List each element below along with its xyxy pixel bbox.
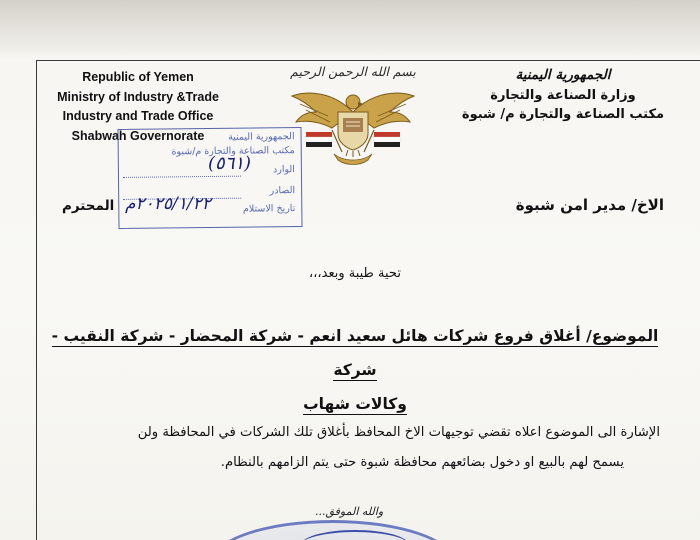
subject-block [50, 319, 660, 421]
frame-left-rule [36, 60, 37, 540]
subject-line-2: وكالات شهاب [303, 395, 407, 413]
stamp-outgoing-label: الصادر [269, 185, 296, 197]
scan-top-strip [0, 0, 700, 58]
addressee: الاخ/ مدير امن شبوة [515, 196, 664, 214]
en-ministry: Ministry of Industry &Trade [57, 89, 219, 104]
respected-label: المحترم [62, 198, 115, 214]
handwritten-reference-number: (٥٦١) [208, 153, 252, 174]
body-line-2: يسمح لهم بالبيع او دخول بضائعهم محافظة شبوة حتى يتم الزامهم بالنظام. [220, 455, 624, 470]
body-line-1: الإشارة الى الموضوع اعلاه تقضي توجيهات الاخ المحافظ بأغلاق تلك الشركات في المحافظة ولن [137, 425, 660, 440]
ar-ministry: وزارة الصناعة والتجارة [490, 87, 636, 103]
stamp-incoming-label: الوارد [272, 164, 295, 176]
stamp-line-1: الجمهورية اليمنية [228, 131, 295, 143]
arabic-letterhead [448, 66, 678, 125]
closing-phrase: والله الموفق... [315, 505, 384, 518]
frame-top-rule [36, 60, 700, 61]
body-paragraph [50, 418, 660, 478]
en-office: Industry and Trade Office [62, 109, 214, 123]
stamp-received-date-label: تاريخ الاستلام [242, 203, 296, 215]
ar-office: مكتب الصناعة والتجارة م/ شبوة [461, 107, 665, 122]
basmala-text: بسم الله الرحمن الرحيم [290, 64, 416, 79]
ar-country: الجمهورية اليمنية [515, 67, 611, 83]
en-governorate: Shabwah Governorate [71, 128, 205, 143]
yemen-eagle-emblem-icon [288, 82, 418, 170]
en-country: Republic of Yemen [82, 70, 194, 84]
subject-line-1: الموضوع/ أغلاق فروع شركات هائل سعيد انعم - شركة المحضار - شركة النقيب - شركة [51, 327, 659, 379]
yemen-emblem [282, 64, 424, 170]
greeting: تحية طيبة وبعد،،، [309, 266, 401, 281]
handwritten-date: ٢٠٢٥/١/٢٢م [125, 194, 211, 214]
stamp-rule-1 [123, 176, 241, 178]
stamp-line-2: مكتب الصناعة والتجارة م/شبوة [171, 145, 295, 158]
